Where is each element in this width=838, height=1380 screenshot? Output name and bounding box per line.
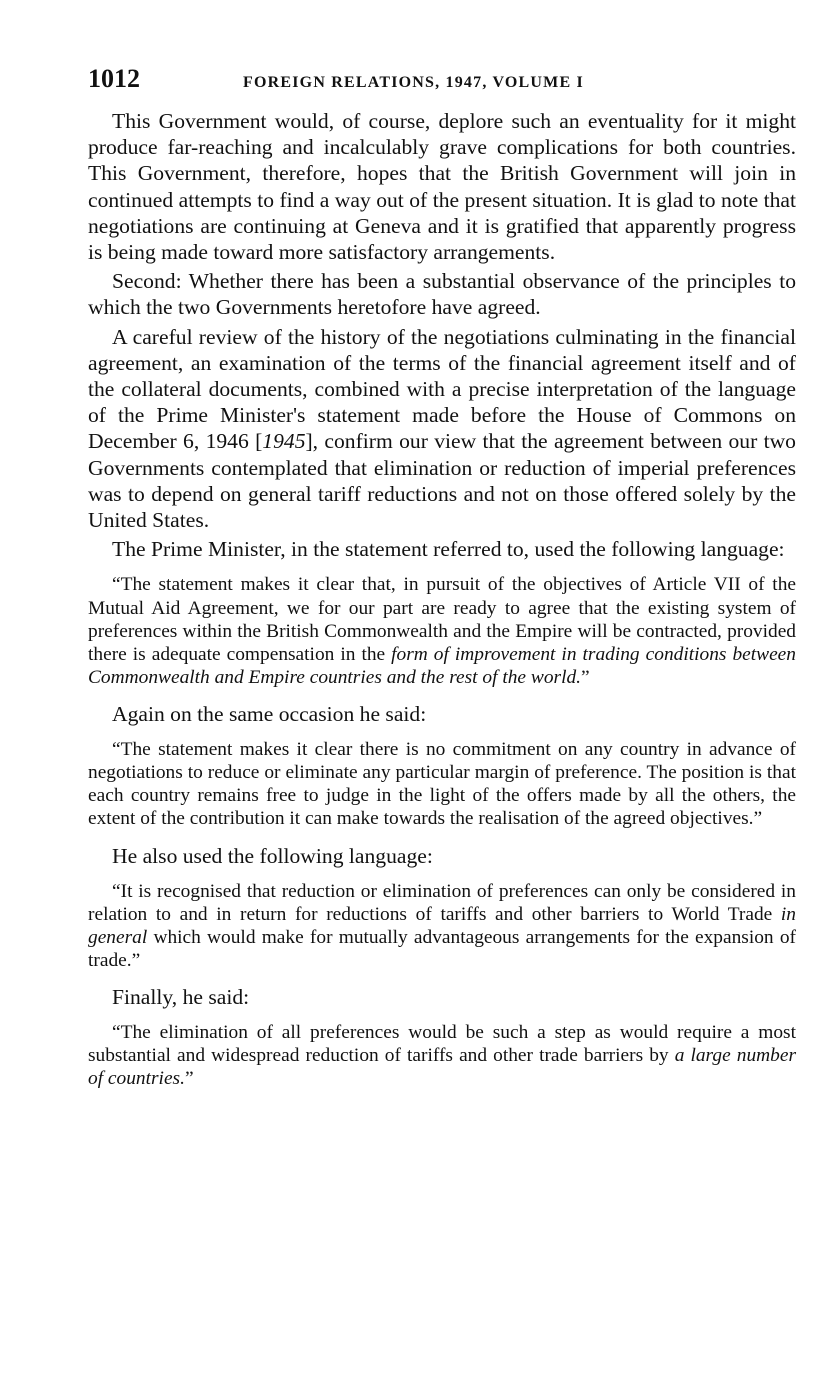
paragraph-2: Second: Whether there has been a substantial observance of the principles to which the two Governments heretofore have agreed.: [88, 269, 796, 320]
quote-3-text-a: “It is recognised that reduction or elimination of preferences can only be considered in relation to and in return for reductions of tariffs and other barriers to World Trade: [88, 880, 796, 925]
quote-4-italic: a large number of countries.: [88, 1045, 797, 1090]
quote-1-italic: form of improvement in trading conditions between Commonwealth and Empire countries and the rest of the world.: [88, 643, 796, 688]
paragraph-3-text-b: ], confirm our view that the agreement between our two Governments contemplated that elimination or reduction of imperial preferences was to depend on general tariff reductions and not on those offered solely by the United States.: [88, 429, 796, 533]
quote-1-text-a: “The statement makes it clear that, in pursuit of the objectives of Article VII of the Mutual Aid Agreement, we for our part are ready to agree that the existing system of preferences within the British Commonwealth and the Empire will be contracted, provided there is adequate compensation in the: [88, 574, 796, 665]
paragraph-1: This Government would, of course, deplore such an eventuality for it might produce far-reaching and incalculably grave complications for both countries. This Government, therefore, hopes that the British Government will join in continued attempts to find a way out of the present situation. It is glad to note that negotiations are continuing at Geneva and it is gratified that apparently progress is being made toward more satisfactory arrangements.: [88, 109, 796, 265]
block-quote-4: [88, 1021, 796, 1090]
paragraph-3-italic: 1945: [262, 429, 306, 454]
running-head: FOREIGN RELATIONS, 1947, VOLUME I: [243, 74, 584, 91]
quote-3-text-b: which would make for mutually advantageous arrangements for the expansion of trade.”: [88, 926, 796, 971]
quote-4-text-a: “The elimination of all preferences would be such a step as would require a most substantial and widespread reduction of tariffs and other trade barriers by: [88, 1022, 796, 1067]
quote-4-text-b: ”: [184, 1068, 194, 1090]
quote-1-text-b: ”: [581, 666, 590, 688]
page-number: 1012: [88, 64, 140, 93]
page-header: [88, 64, 796, 108]
paragraph-3-text-a: A careful review of the history of the negotiations culminating in the financial agreement, an examination of the terms of the financial agreement itself and of the collateral documents, combined with a precise interpretation of the language of the Prime Minister's statement made before the House of Commons on December 6, 1946 [: [88, 324, 796, 454]
paragraph-6: He also used the following language:: [112, 843, 433, 868]
block-quote-1: [88, 573, 796, 688]
paragraph-4: The Prime Minister, in the statement referred to, used the following language:: [112, 537, 785, 562]
quote-3-italic: in general: [88, 903, 796, 948]
block-quote-3: [88, 880, 796, 972]
paragraph-7: Finally, he said:: [112, 985, 250, 1010]
block-quote-2: “The statement makes it clear there is no commitment on any country in advance of negotiations to reduce or eliminate any particular margin of preference. The position is that each country remains free to judge in the light of the offers made by all the others, the extent of the contribution it can make towards the realisation of the agreed objectives.”: [88, 739, 796, 830]
paragraph-5: Again on the same occasion he said:: [112, 701, 427, 726]
paragraph-3: [88, 324, 796, 534]
